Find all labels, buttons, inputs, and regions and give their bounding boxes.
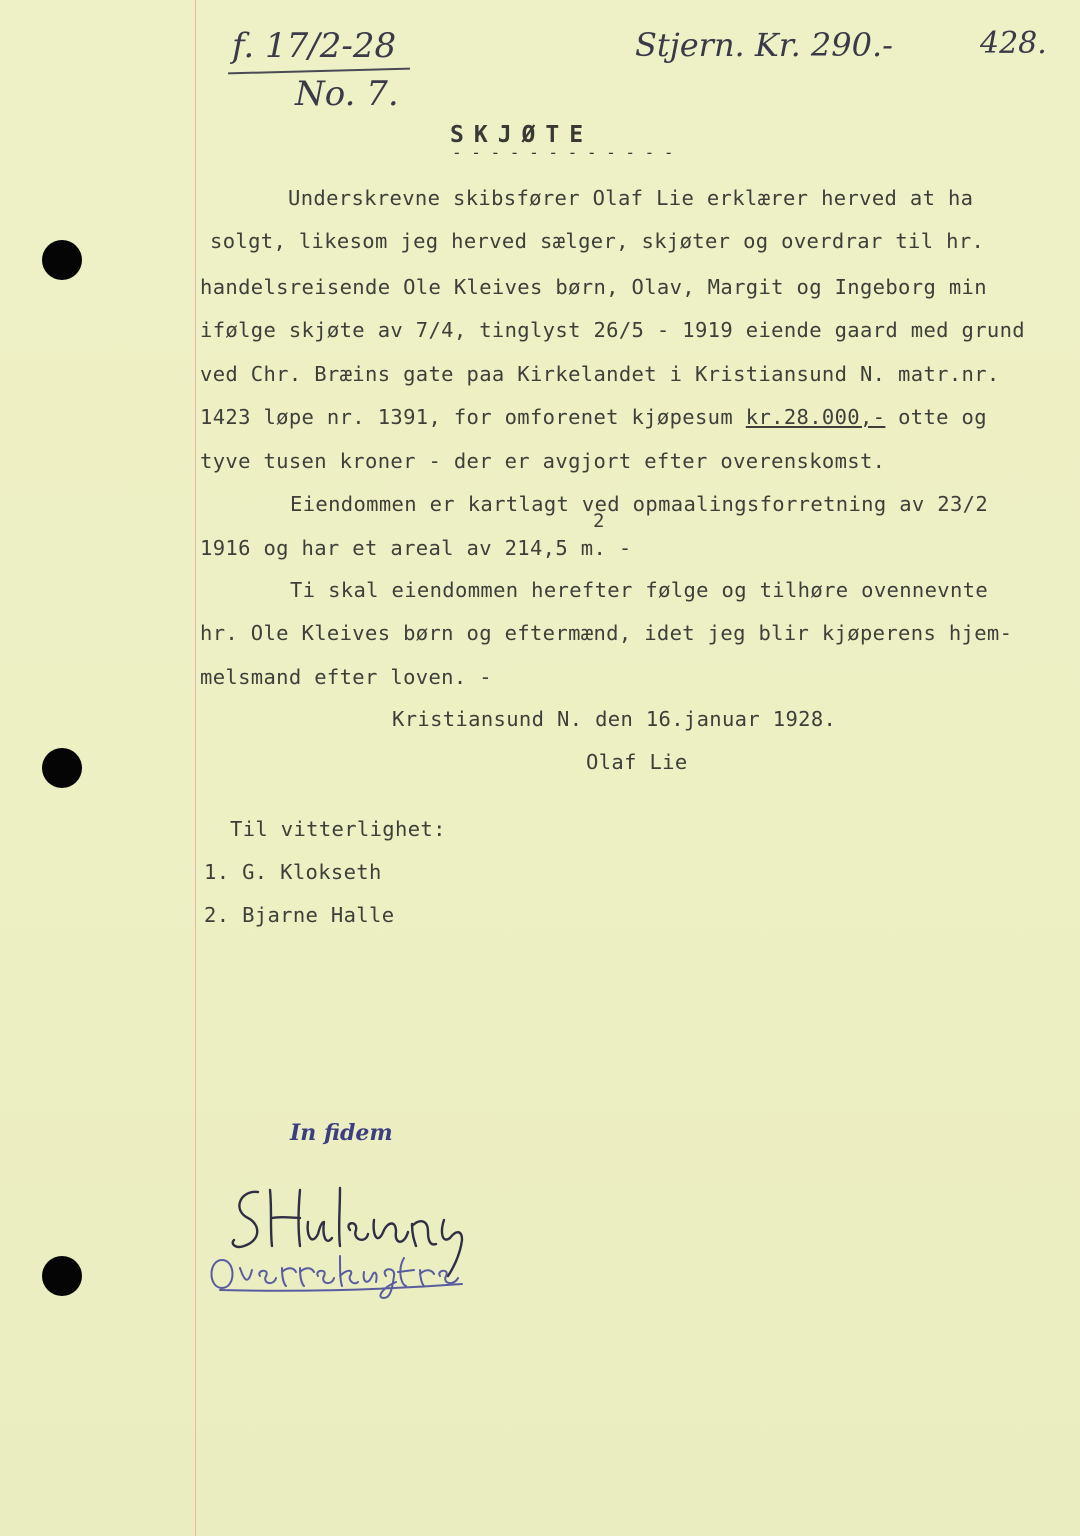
body-line: 1916 og har et areal av 214,5 m. -	[200, 536, 632, 560]
body-line: tyve tusen kroner - der er avgjort efter overenskomst.	[200, 449, 886, 473]
body-line: ved Chr. Bræins gate paa Kirkelandet i Kristiansund N. matr.nr.	[200, 362, 1000, 386]
punch-hole	[42, 240, 82, 280]
witness-item: 1. G. Klokseth	[204, 860, 382, 884]
place-date: Kristiansund N. den 16.januar 1928.	[392, 707, 837, 731]
body-line: ifølge skjøte av 7/4, tinglyst 26/5 - 1919 eiende gaard med grund	[200, 318, 1025, 342]
handwritten-number: No. 7.	[295, 74, 399, 114]
body-line: solgt, likesom jeg herved sælger, skjøter og overdrar til hr.	[210, 229, 985, 253]
area-exponent: 2	[593, 510, 605, 532]
body-line: Eiendommen er kartlagt ved opmaalingsforretning av 23/2	[290, 492, 989, 516]
handwritten-date: f. 17/2-28	[232, 26, 397, 66]
handwritten-signature	[200, 1160, 560, 1300]
document-title: SKJØTE	[450, 122, 594, 148]
in-fidem-stamp: In fidem	[290, 1120, 393, 1146]
handwritten-page-number: 428.	[980, 26, 1047, 61]
body-line: Underskrevne skibsfører Olaf Lie erklærer herved at ha	[288, 186, 974, 210]
witness-heading: Til vitterlighet:	[230, 817, 446, 841]
witness-item: 2. Bjarne Halle	[204, 903, 395, 927]
purchase-price: kr.28.000,-	[745, 405, 886, 429]
signatory-name: Olaf Lie	[586, 750, 688, 774]
body-line-price	[200, 405, 987, 429]
title-dashes: - - - - - - - - - - - -	[452, 143, 674, 162]
margin-rule	[195, 0, 196, 1536]
body-text: otte og	[885, 405, 987, 429]
body-line: hr. Ole Kleives børn og eftermænd, idet jeg blir kjøperens hjem-	[200, 621, 1013, 645]
punch-hole	[42, 1256, 82, 1296]
body-line: handelsreisende Ole Kleives børn, Olav, Margit og Ingeborg min	[200, 275, 987, 299]
body-line: melsmand efter loven. -	[200, 665, 492, 689]
handwritten-reference: Stjern. Kr. 290.-	[635, 26, 893, 64]
body-line: Ti skal eiendommen herefter følge og tilhøre ovennevnte	[290, 578, 989, 602]
punch-hole	[42, 748, 82, 788]
body-text: 1423 løpe nr. 1391, for omforenet kjøpesum	[200, 405, 746, 429]
